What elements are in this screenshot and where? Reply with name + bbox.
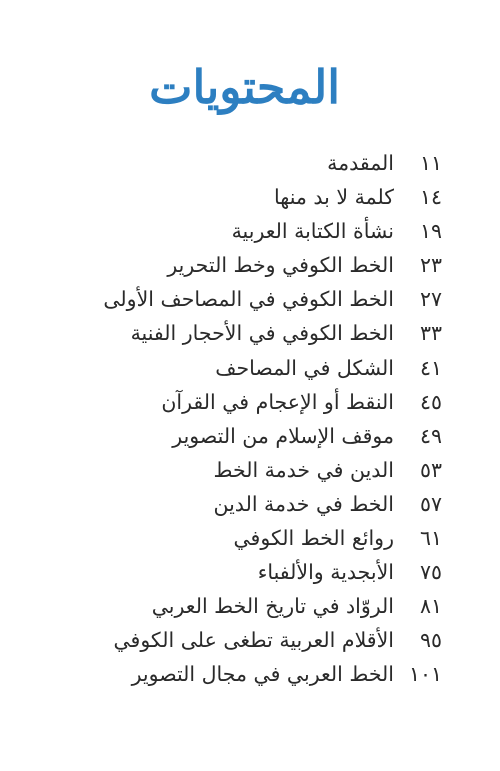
table-of-contents: [103, 146, 442, 692]
toc-entry-title: كلمة لا بد منها: [274, 185, 394, 210]
toc-entry-title: روائع الخط الكوفي: [233, 526, 394, 551]
toc-entry: [120, 555, 442, 589]
toc-entry: [120, 419, 442, 453]
toc-entry: [120, 351, 442, 385]
toc-page-number: ٨١: [419, 594, 442, 619]
toc-entry: [120, 453, 442, 487]
toc-entry: [103, 282, 442, 316]
toc-page-number: ٥٣: [419, 457, 442, 482]
toc-entry: [120, 248, 442, 282]
toc-page-number: ٢٧: [419, 287, 442, 312]
toc-entry: [113, 623, 442, 657]
toc-entry: [120, 589, 442, 623]
page-title: المحتويات: [149, 60, 340, 114]
toc-entry-title: الروّاد في تاريخ الخط العربي: [151, 594, 394, 619]
toc-page-number: ٥٧: [419, 491, 442, 516]
toc-entry: [120, 214, 442, 248]
toc-page-number: ٢٣: [419, 253, 442, 278]
toc-entry-title: الشكل في المصاحف: [215, 355, 394, 380]
toc-entry: [120, 487, 442, 521]
toc-entry: [120, 146, 442, 180]
toc-entry-title: الدين في خدمة الخط: [213, 457, 394, 482]
toc-entry-title: الخط الكوفي وخط التحرير: [167, 253, 394, 278]
toc-page-number: ١٩: [419, 219, 442, 244]
toc-entry: [120, 521, 442, 555]
toc-entry-title: نشأة الكتابة العربية: [231, 219, 394, 244]
toc-page-number: ٣٣: [419, 321, 442, 346]
toc-page-number: ٧٥: [419, 560, 442, 585]
toc-page-number: ٩٥: [419, 628, 442, 653]
toc-entry-title: الخط في خدمة الدين: [213, 491, 394, 516]
toc-page-number: ٤٥: [419, 389, 442, 414]
toc-entry: [120, 316, 442, 350]
toc-entry-title: الخط الكوفي في المصاحف الأولى: [103, 287, 394, 312]
toc-page-number: ٦١: [419, 526, 442, 551]
toc-page-number: ١٤: [419, 185, 442, 210]
toc-entry: [120, 657, 442, 691]
toc-entry: [120, 180, 442, 214]
toc-entry-title: الأقلام العربية تطغى على الكوفي: [113, 628, 394, 653]
toc-page-number: ١٠١: [408, 662, 442, 687]
toc-entry-title: موقف الإسلام من التصوير: [172, 423, 394, 448]
toc-page-number: ٤٩: [419, 423, 442, 448]
toc-entry-title: الخط العربي في مجال التصوير: [131, 662, 394, 687]
toc-entry: [120, 385, 442, 419]
toc-entry-title: المقدمة: [327, 151, 394, 175]
toc-entry-title: الأبجدية والألفباء: [257, 560, 394, 585]
toc-entry-title: النقط أو الإعجام في القرآن: [161, 389, 394, 414]
toc-entry-title: الخط الكوفي في الأحجار الفنية: [130, 321, 394, 346]
toc-page-number: ٤١: [419, 355, 442, 380]
toc-page-number: ١١: [419, 151, 442, 175]
